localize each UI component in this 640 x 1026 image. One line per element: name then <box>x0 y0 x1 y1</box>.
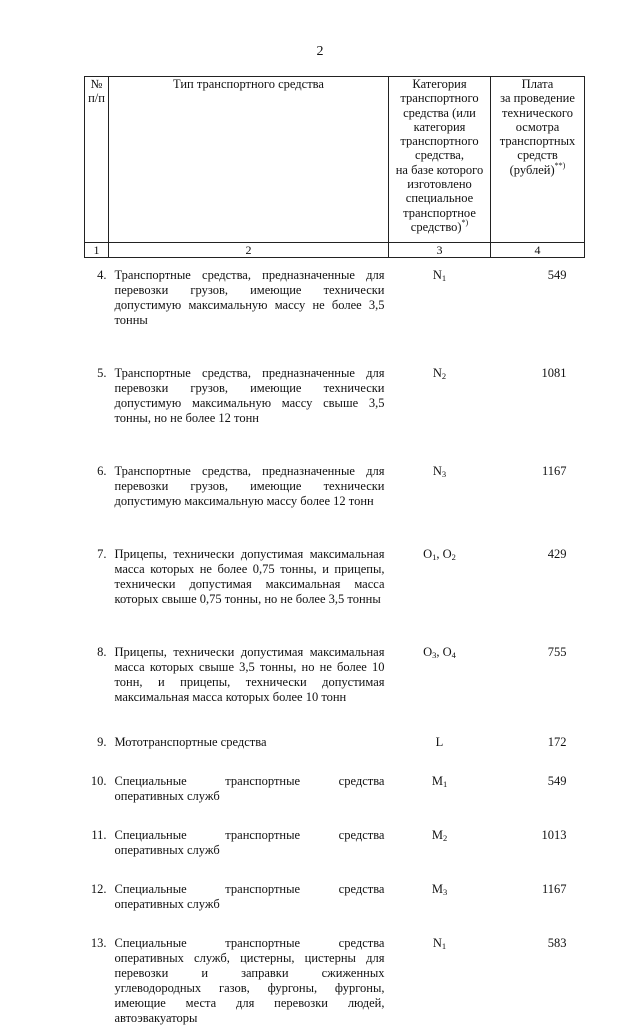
table-row <box>85 858 585 912</box>
inspection-fee: 1167 <box>541 464 567 478</box>
header-category: Категория транспортного средства (или категория транспортного средства, на базе которого изготовлено специальное транспортное средство)*) <box>389 77 491 243</box>
vehicle-category: $M_2$ <box>431 828 448 843</box>
row-number: 12. <box>90 882 107 896</box>
vehicle-type-text: Прицепы, технически допустимая максимальная масса которых свыше 3,5 тонны, но не более 10 тонн, и прицепы, технически допустимая максимальная масса которых более 10 тонн <box>114 645 385 704</box>
table-row <box>85 804 585 858</box>
inspection-fee: 549 <box>547 774 567 788</box>
vehicle-type-text: Специальные транспортные средства оперативных служб <box>114 828 385 857</box>
inspection-fee: 429 <box>547 547 567 561</box>
page-number: 2 <box>316 44 324 59</box>
table-row <box>85 912 585 1026</box>
row-number: 4. <box>97 268 107 282</box>
vehicle-type-text: Транспортные средства, предназначенные для перевозки грузов, имеющие технически допустимую максимальную массу свыше 3,5 тонны, но не более 12 тонн <box>114 366 385 425</box>
table-row <box>85 328 585 426</box>
column-number: 1 <box>85 243 109 258</box>
vehicle-type-text: Транспортные средства, предназначенные для перевозки грузов, имеющие технически допустимую максимальную массу более 12 тонн <box>114 464 385 508</box>
inspection-fee: 172 <box>547 735 567 749</box>
inspection-fee: 755 <box>547 645 567 659</box>
vehicle-type-text: Специальные транспортные средства оперативных служб <box>114 882 385 911</box>
vehicle-category: $O_1$, $O_2$ <box>423 547 456 562</box>
header-vehicle-type: Тип транспортного средства <box>109 77 389 243</box>
fee-table <box>84 76 585 1026</box>
vehicle-category: L <box>435 735 444 749</box>
footnote-mark: *) <box>461 217 469 227</box>
vehicle-type-text: Транспортные средства, предназначенные для перевозки грузов, имеющие технически допустимую максимальную массу не более 3,5 тонны <box>114 268 385 327</box>
vehicle-type-text: Мототранспортные средства <box>114 735 267 749</box>
row-number: 8. <box>97 645 107 659</box>
row-number: 5. <box>97 366 107 380</box>
column-number: 4 <box>491 243 585 258</box>
vehicle-category: $N_2$ <box>432 366 447 381</box>
table-header-row <box>85 77 585 243</box>
column-number-row <box>85 243 585 258</box>
row-number: 13. <box>90 936 107 950</box>
vehicle-category: $N_1$ <box>432 936 447 951</box>
row-number: 7. <box>97 547 107 561</box>
header-fee: Плата за проведение технического осмотра транспортных средств (рублей)**) <box>491 77 585 243</box>
row-number: 6. <box>97 464 107 478</box>
table-row <box>85 258 585 329</box>
table-row <box>85 750 585 804</box>
vehicle-type-text: Специальные транспортные средства оперативных служб, цистерны, цистерны для перевозки и заправки сжиженных углеводородных газов, фургоны, фургоны, имеющие места для перевозки людей, автоэвакуаторы <box>114 936 385 1025</box>
inspection-fee: 1167 <box>541 882 567 896</box>
footnote-mark: **) <box>554 160 566 170</box>
column-number: 2 <box>109 243 389 258</box>
row-number: 9. <box>97 735 107 749</box>
column-number: 3 <box>389 243 491 258</box>
inspection-fee: 549 <box>547 268 567 282</box>
header-num: № п/п <box>85 77 109 243</box>
vehicle-type-text: Специальные транспортные средства оперативных служб <box>114 774 385 803</box>
inspection-fee: 1081 <box>541 366 567 380</box>
vehicle-type-text: Прицепы, технически допустимая максимальная масса которых не более 0,75 тонны, и прицепы, технически допустимая максимальная масса которых свыше 0,75 тонны, но не более 3,5 тонны <box>114 547 385 606</box>
vehicle-category: $O_3$, $O_4$ <box>423 645 456 660</box>
row-number: 10. <box>90 774 107 788</box>
table-row <box>85 705 585 750</box>
vehicle-category: $N_1$ <box>432 268 447 283</box>
table-row <box>85 607 585 705</box>
table-row <box>85 509 585 607</box>
inspection-fee: 1013 <box>541 828 567 842</box>
row-number: 11. <box>91 828 107 842</box>
vehicle-category: $M_3$ <box>431 882 448 897</box>
vehicle-category: $M_1$ <box>431 774 448 789</box>
inspection-fee: 583 <box>547 936 567 950</box>
vehicle-category: $N_3$ <box>432 464 447 479</box>
table-row <box>85 426 585 509</box>
